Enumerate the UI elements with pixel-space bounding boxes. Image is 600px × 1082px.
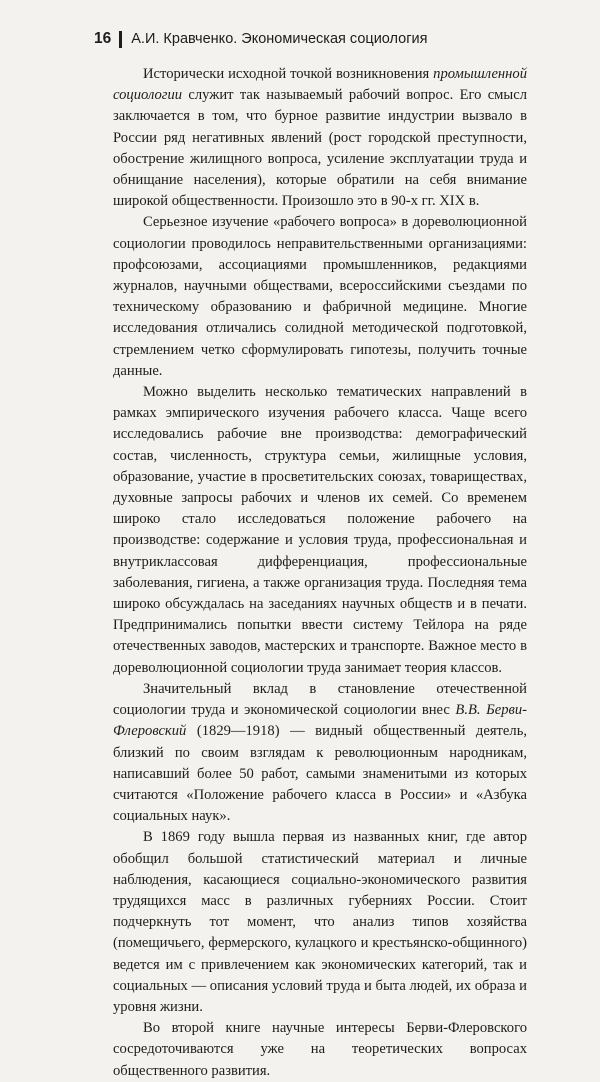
text-run: Значительный вклад в становление отечественной социологии труда и экономической социологии внес (113, 680, 527, 719)
text-run: Исторически исходной точкой возникновения (143, 66, 434, 82)
text-run: В 1869 году вышла первая из названных книг, где автор обобщил большой статистический материал и личные наблюдения, касающиеся социально-экономического развития трудящихся масс в различных губерниях России. Стоит подчеркнуть тот момент, что анализ типов хозяйства (помещичьего, фермерского, кулацкого и крестьянско-общинного) ведется им с привлечением как экономических категорий, так и социальных — описания условий труда и быта людей, их образа и уровня жизни. (113, 829, 527, 1015)
paragraph (113, 64, 527, 212)
text-run: (1829—1918) — видный общественный деятель, близкий по своим взглядам к революционным народникам, написавший более 50 работ, самыми знаменитыми из которых считаются «Положение рабочего класса в России» и «Азбука социальных наук». (113, 723, 527, 825)
text-run: Серьезное изучение «рабочего вопроса» в дореволюционной социологии проводилось неправительственными организациями: профсоюзами, ассоциациями промышленников, редакциями журналов, научными обществами, всероссийскими съездами по техническому образованию и фабричной медицине. Многие исследования отличались солидной методической подготовкой, стремлением четко сформулировать гипотезы, получить точные данные. (113, 214, 527, 379)
italic-term: промышленной социологии (113, 66, 527, 104)
text-run: Во второй книге научные интересы Берви-Флеровского сосредоточиваются уже на теоретических вопросах общественного развития. (113, 1020, 527, 1079)
paragraph (113, 679, 527, 827)
header-divider (119, 31, 122, 48)
paragraph (113, 212, 527, 382)
running-title: А.И. Кравченко. Экономическая социология (131, 31, 428, 47)
running-head (94, 28, 534, 50)
italic-term: В.В. Берви-Флеровский (113, 702, 527, 740)
text-run: Можно выделить несколько тематических направлений в рамках эмпирического изучения рабочего класса. Чаще всего исследовались рабочие вне производства: демографический состав, численность, структура семьи, жилищные условия, образование, участие в просветительских союзах, товариществах, духовные запросы рабочих и членов их семей. Со временем широко стало исследоваться положение рабочего на производстве: содержание и условия труда, профессиональная и внутриклассовая дифференциация, профессиональные заболевания, гигиена, а также организация труда. Последняя тема широко обсуждалась на заседаниях научных обществ и в печати. Предпринимались попытки ввести систему Тейлора на ряде отечественных заводов, мастерских и транспорте. Важное место в дореволюционной социологии труда занимает теория классов. (113, 384, 527, 676)
page-number: 16 (94, 30, 112, 47)
paragraph (113, 827, 527, 1018)
body-text (113, 64, 527, 1079)
text-run: служит так называемый рабочий вопрос. Его смысл заключается в том, что бурное развитие индустрии вызвало в России ряд негативных явлений (рост городской преступности, обострение жилищного вопроса, усиление эксплуатации труда и обнищание населения), которые обратили на себя внимание широкой общественности. Произошло это в 90-х гг. XIX в. (113, 87, 527, 210)
paragraph (113, 1018, 527, 1082)
paragraph (113, 382, 527, 679)
